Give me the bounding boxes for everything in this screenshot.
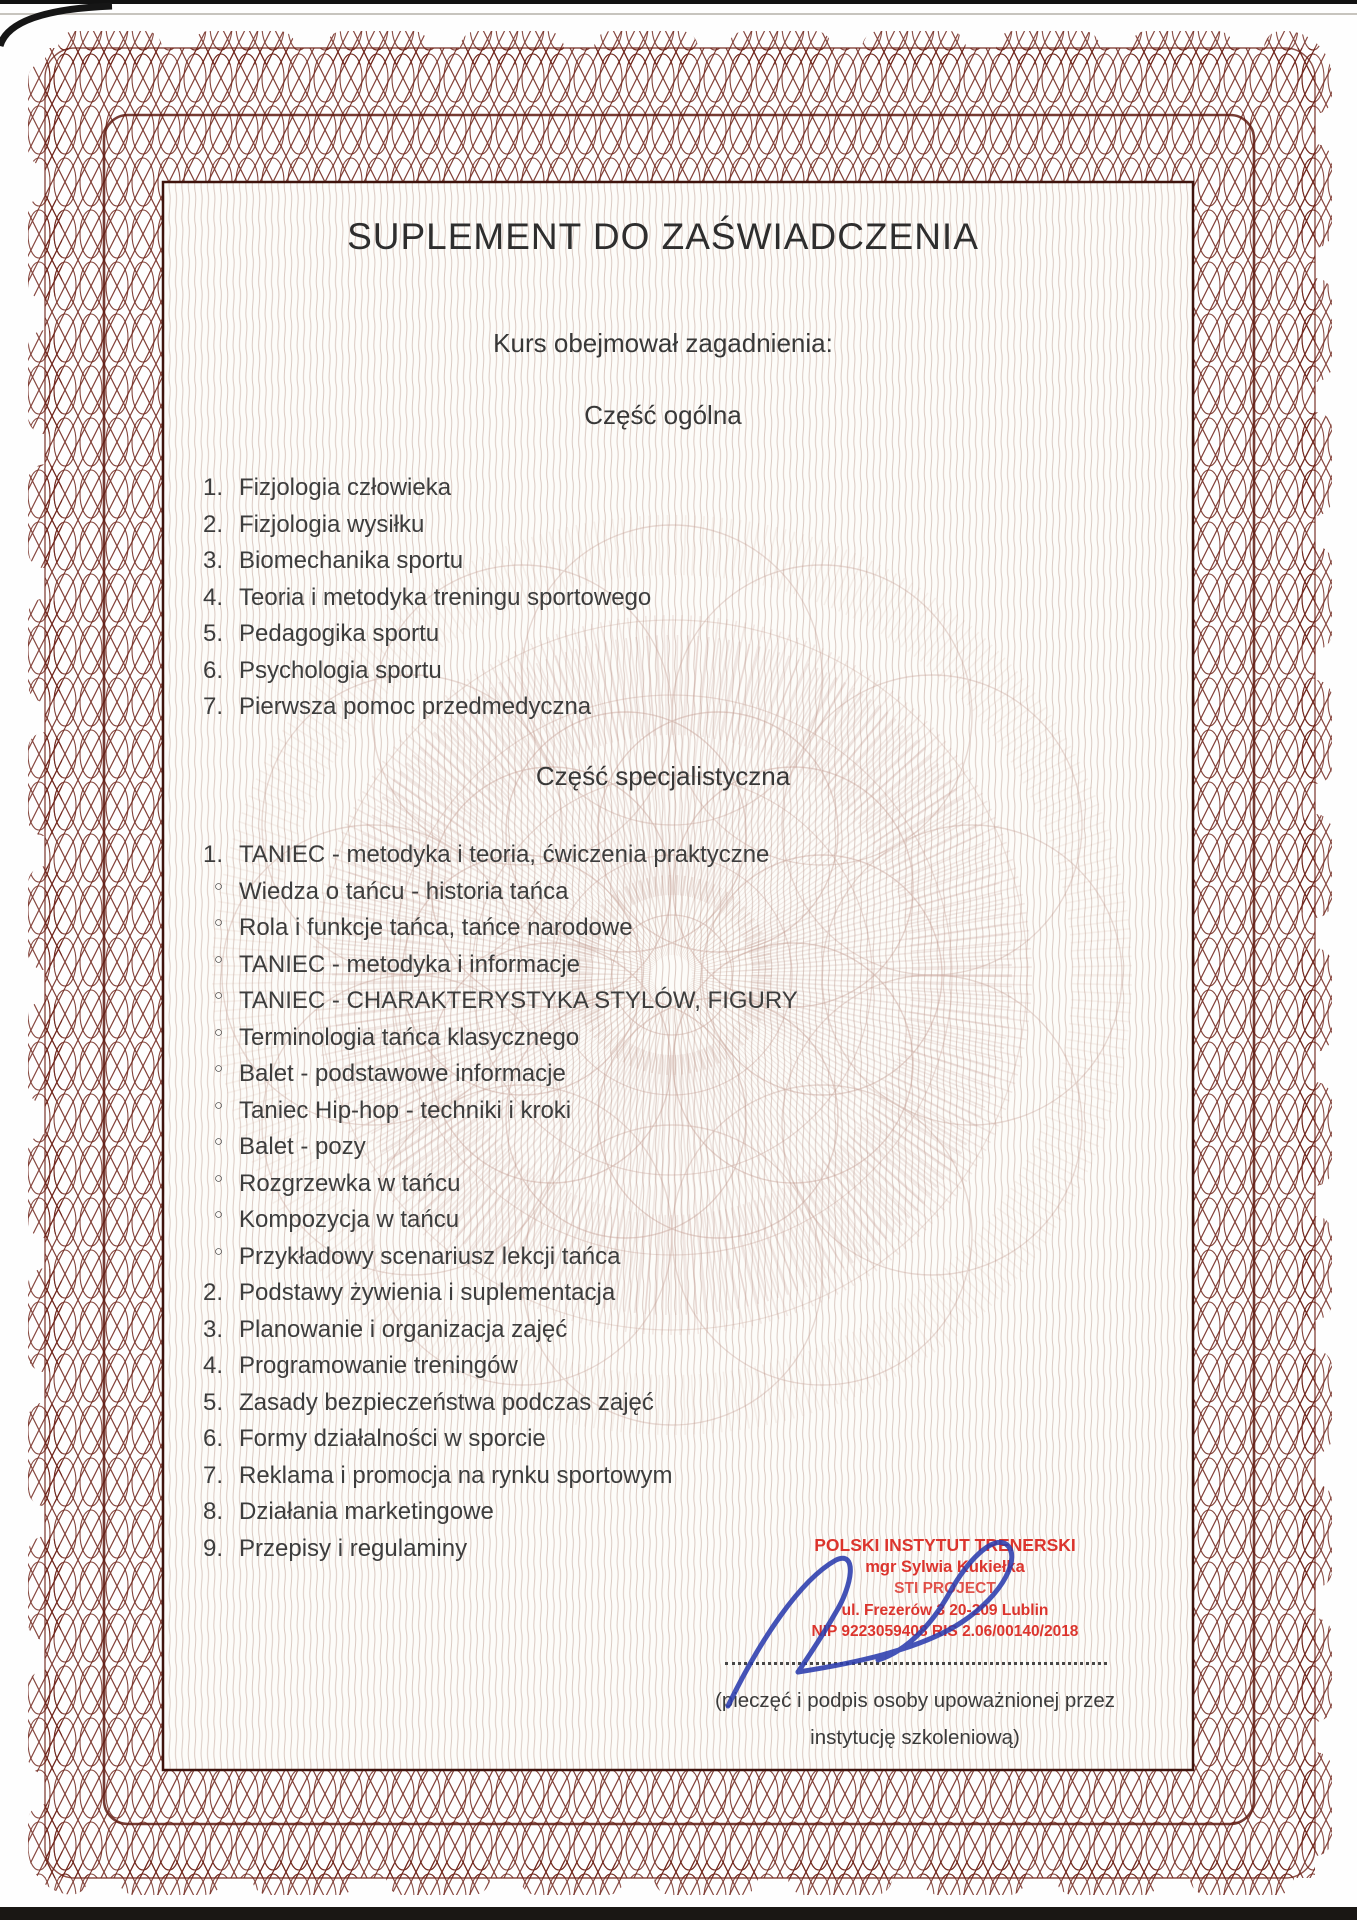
list-item xyxy=(175,1275,798,1312)
list-item xyxy=(175,1129,798,1166)
list-item xyxy=(175,1020,798,1057)
signature-caption-line: instytucję szkoleniową) xyxy=(810,1726,1020,1749)
list-special xyxy=(175,837,798,1567)
list-item xyxy=(175,1348,798,1385)
list-item xyxy=(175,1421,798,1458)
list-marker: 5. xyxy=(202,1388,223,1416)
section-heading-general: Część ogólna xyxy=(584,400,742,430)
list-item-text: Przykładowy scenariusz lekcji tańca xyxy=(239,1242,621,1270)
stamp-line: NIP 9223059408 RIS 2.06/00140/2018 xyxy=(811,1623,1079,1640)
list-item xyxy=(175,983,798,1020)
list-marker: 6. xyxy=(202,656,223,684)
list-marker: 2. xyxy=(202,1279,223,1306)
list-item xyxy=(175,947,798,984)
list-item-text: Pedagogika sportu xyxy=(239,620,440,647)
stamp-line: POLSKI INSTYTUT TRENERSKI xyxy=(814,1535,1076,1555)
list-item xyxy=(175,470,651,507)
list-marker: 1. xyxy=(202,841,223,868)
list-marker: ○ xyxy=(213,1169,223,1187)
list-item-text: Teoria i metodyka treningu sportowego xyxy=(239,583,652,611)
list-marker: ○ xyxy=(213,1023,223,1041)
list-item xyxy=(175,1239,798,1276)
list-item-text: TANIEC - metodyka i informacje xyxy=(239,950,580,978)
list-marker: ○ xyxy=(213,1060,223,1077)
list-item-text: Balet - pozy xyxy=(239,1133,366,1160)
list-item xyxy=(175,1458,798,1495)
stamp-line: mgr Sylwia Kukiełka xyxy=(865,1557,1025,1576)
list-marker: 9. xyxy=(202,1534,223,1562)
list-item-text: Fizjologia człowieka xyxy=(239,474,452,501)
list-marker: ○ xyxy=(213,1206,223,1223)
list-item-text: Podstawy żywienia i suplementacja xyxy=(239,1279,616,1306)
list-marker: 1. xyxy=(202,474,223,501)
list-item xyxy=(175,874,798,911)
list-item xyxy=(175,1166,798,1203)
list-marker: ○ xyxy=(213,987,223,1004)
list-item xyxy=(175,653,651,690)
list-item-text: TANIEC - metodyka i teoria, ćwiczenia praktyczne xyxy=(239,841,770,868)
list-item-text: Przepisy i regulaminy xyxy=(239,1534,468,1562)
page-title: SUPLEMENT DO ZAŚWIADCZENIA xyxy=(347,216,979,257)
stamp-line: STI PROJECT xyxy=(894,1580,996,1597)
list-item-text: Pierwsza pomoc przedmedyczna xyxy=(239,693,592,720)
list-marker: 4. xyxy=(202,1352,223,1379)
list-item xyxy=(175,1056,798,1093)
list-marker: ○ xyxy=(213,1133,223,1150)
list-general xyxy=(175,470,651,726)
list-item xyxy=(175,507,651,544)
list-item xyxy=(175,1385,798,1422)
list-marker: ○ xyxy=(213,950,223,968)
stamp-line: ul. Frezerów 3 20-209 Lublin xyxy=(841,1601,1049,1619)
section-heading-special: Część specjalistyczna xyxy=(535,761,791,791)
list-item-text: Zasady bezpieczeństwa podczas zajęć xyxy=(239,1388,654,1416)
list-item xyxy=(175,689,651,726)
list-marker: 6. xyxy=(202,1425,223,1452)
list-item-text: Reklama i promocja na rynku sportowym xyxy=(239,1461,673,1489)
list-item xyxy=(175,1093,798,1130)
list-item-text: Kompozycja w tańcu xyxy=(239,1206,460,1233)
list-item-text: Psychologia sportu xyxy=(239,656,442,684)
signature-caption-line: (pieczęć i podpis osoby upoważnionej przez xyxy=(715,1689,1115,1712)
list-item xyxy=(175,543,651,580)
list-item-text: TANIEC - CHARAKTERYSTYKA STYLÓW, FIGURY xyxy=(239,987,798,1014)
list-item xyxy=(175,1312,798,1349)
list-item-text: Formy działalności w sporcie xyxy=(239,1425,546,1452)
list-item-text: Wiedza o tańcu - historia tańca xyxy=(239,877,569,905)
list-marker: ○ xyxy=(213,877,223,895)
list-item xyxy=(175,580,651,617)
list-marker: 3. xyxy=(202,1315,223,1343)
list-item xyxy=(175,910,798,947)
list-item-text: Biomechanika sportu xyxy=(239,547,464,574)
list-item-text: Programowanie treningów xyxy=(239,1352,518,1379)
list-item xyxy=(175,1494,798,1531)
list-item-text: Działania marketingowe xyxy=(239,1498,494,1525)
list-item-text: Rola i funkcje tańca, tańce narodowe xyxy=(239,914,633,941)
list-marker: 2. xyxy=(202,510,223,538)
list-marker: 7. xyxy=(202,1461,223,1489)
list-marker: 3. xyxy=(202,547,223,574)
list-item-text: Fizjologia wysiłku xyxy=(239,510,425,538)
list-marker: ○ xyxy=(213,1242,223,1260)
list-marker: ○ xyxy=(213,1096,223,1114)
intro-line: Kurs obejmował zagadnienia: xyxy=(493,328,833,358)
list-marker: 7. xyxy=(202,693,223,720)
list-item xyxy=(175,616,651,653)
list-item-text: Planowanie i organizacja zajęć xyxy=(239,1315,568,1343)
list-item-text: Taniec Hip-hop - techniki i kroki xyxy=(239,1096,572,1124)
institution-stamp xyxy=(695,1535,1195,1643)
list-marker: ○ xyxy=(213,914,223,931)
list-item xyxy=(175,1202,798,1239)
signature-dotted-line xyxy=(725,1641,1107,1665)
list-marker: 8. xyxy=(202,1498,223,1525)
list-marker: 5. xyxy=(202,620,223,647)
list-item-text: Balet - podstawowe informacje xyxy=(239,1060,566,1087)
list-item xyxy=(175,837,798,874)
list-item-text: Terminologia tańca klasycznego xyxy=(239,1023,580,1051)
list-item-text: Rozgrzewka w tańcu xyxy=(239,1169,461,1197)
signature-caption xyxy=(705,1682,1125,1756)
list-marker: 4. xyxy=(202,583,223,611)
